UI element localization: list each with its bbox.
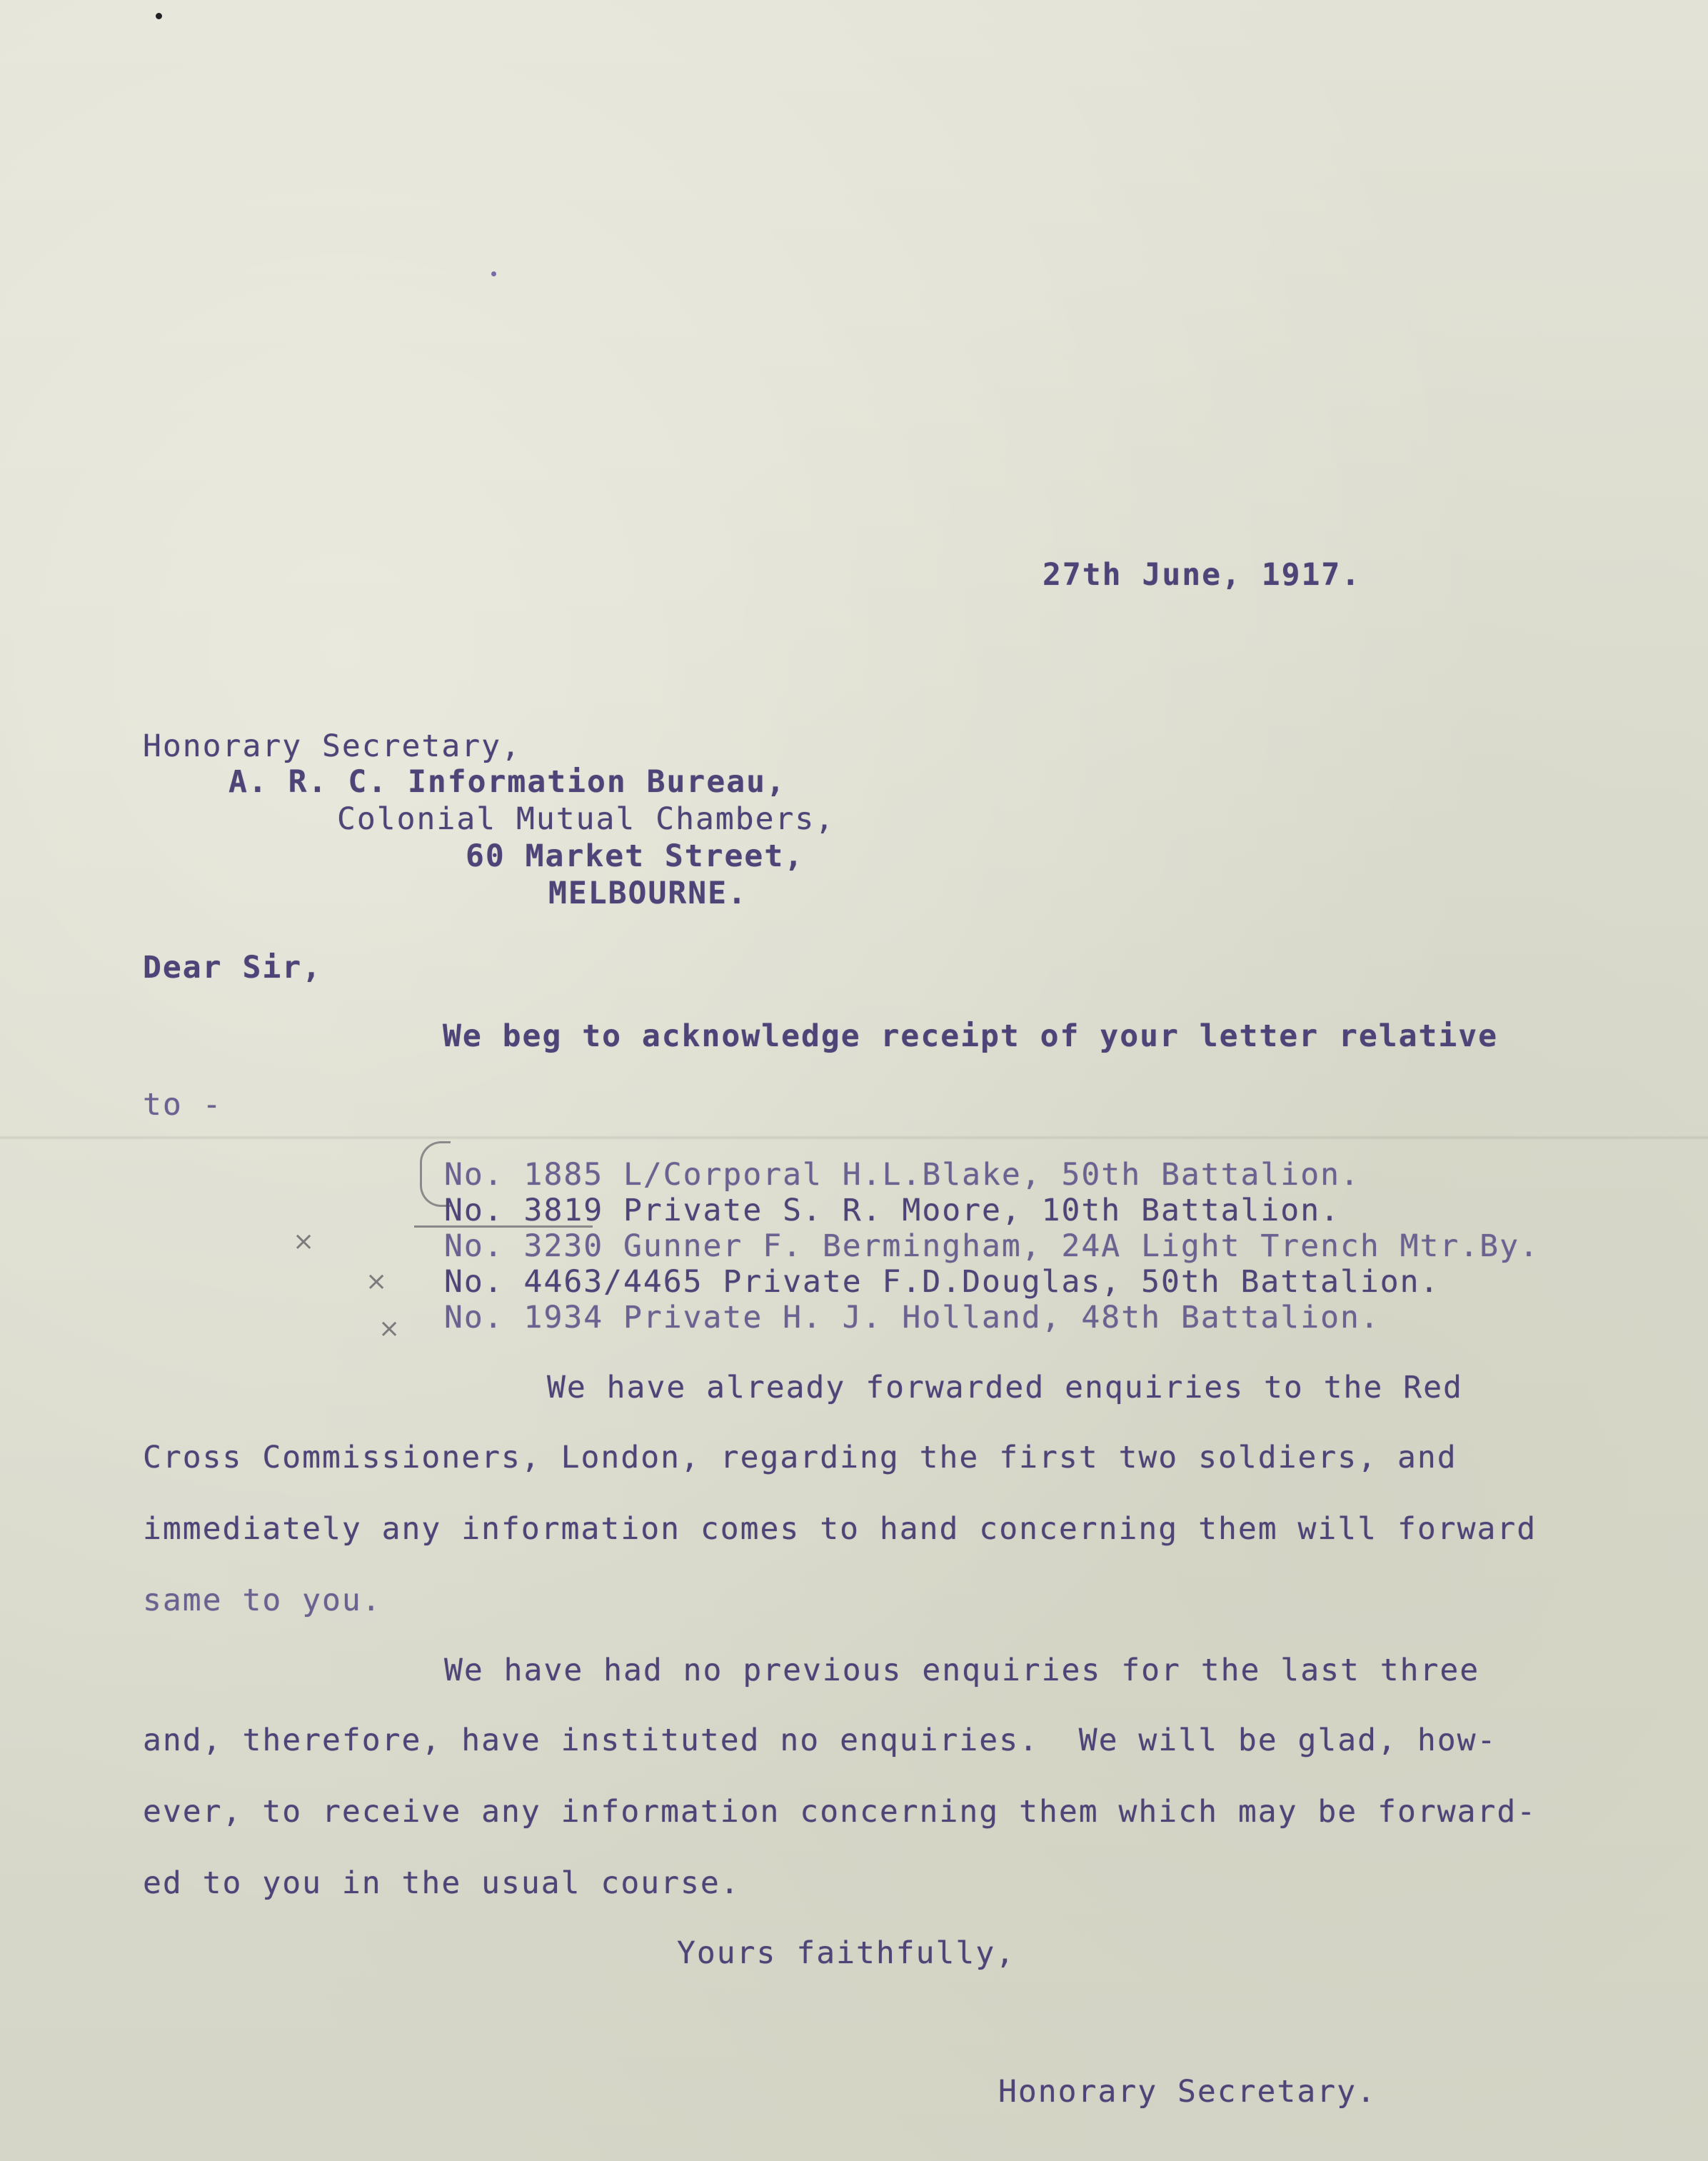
pencil-cross-mark: × <box>366 1267 388 1296</box>
addressee-line: Honorary Secretary, <box>143 728 521 764</box>
soldier-entry: No. 3819 Private S. R. Moore, 10th Battalion. <box>444 1193 1340 1228</box>
body-line: We have had no previous enquiries for the last three <box>444 1653 1480 1688</box>
soldier-entry: No. 1934 Private H. J. Holland, 48th Battalion. <box>444 1300 1380 1335</box>
signature-title: Honorary Secretary. <box>998 2074 1377 2110</box>
body-line: ever, to receive any information concerning them which may be forward- <box>143 1794 1537 1830</box>
letter-date: 27th June, 1917. <box>1043 557 1362 593</box>
salutation: Dear Sir, <box>143 950 322 986</box>
pencil-cross-mark: × <box>378 1314 401 1343</box>
body-line: ed to you in the usual course. <box>143 1865 740 1901</box>
soldier-entry: No. 3230 Gunner F. Bermingham, 24A Light Trench Mtr.By. <box>444 1228 1539 1264</box>
body-line: We have already forwarded enquiries to the Red <box>547 1370 1463 1405</box>
body-line: and, therefore, have instituted no enquiries. We will be glad, how- <box>143 1723 1497 1758</box>
soldier-entry: No. 4463/4465 Private F.D.Douglas, 50th Battalion. <box>444 1264 1440 1300</box>
body-line: Cross Commissioners, London, regarding the first two soldiers, and <box>143 1440 1457 1475</box>
intro-line: to - <box>143 1087 223 1123</box>
ink-spot <box>491 271 496 276</box>
intro-line: We beg to acknowledge receipt of your letter relative <box>443 1018 1499 1054</box>
soldier-entry: No. 1885 L/Corporal H.L.Blake, 50th Battalion. <box>444 1157 1360 1193</box>
body-line: same to you. <box>143 1583 382 1618</box>
addressee-line: 60 Market Street, <box>466 838 805 874</box>
closing: Yours faithfully, <box>677 1935 1016 1971</box>
paper-fold <box>0 1135 1708 1140</box>
addressee-line: Colonial Mutual Chambers, <box>337 801 835 837</box>
addressee-line: A. R. C. Information Bureau, <box>228 764 786 800</box>
body-line: immediately any information comes to hand concerning them will forward <box>143 1511 1537 1547</box>
addressee-line: MELBOURNE. <box>548 876 748 911</box>
ink-spot <box>156 13 162 19</box>
pencil-cross-mark: × <box>293 1227 315 1256</box>
